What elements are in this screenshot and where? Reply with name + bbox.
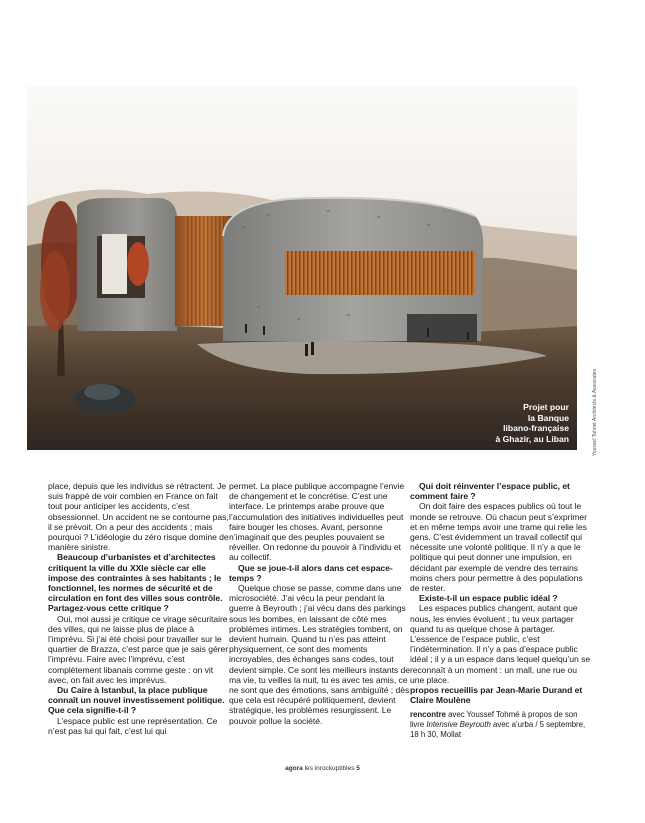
article-column-2 xyxy=(229,481,410,726)
paragraph: place, depuis que les individus se rétractent. Je suis frappé de voir combien en France on fait tout pour anticiper les accidents, c’est obsessionnel. Un accident ne se contourne pas, il se prévoit. On a peur des accidents ; mais pourquoi ? L’idéologie du zéro risque domine de manière sinistre. xyxy=(48,481,229,553)
footer-publication: les inrockuptibles xyxy=(302,765,357,772)
article-column-3 xyxy=(410,481,591,739)
question: Existe-t-il un espace public idéal ? xyxy=(419,593,558,604)
caption-line: libano-française xyxy=(503,423,569,433)
page-number: 5 xyxy=(356,765,360,772)
building-photo xyxy=(27,86,577,450)
footer-section: agora xyxy=(285,765,303,772)
photo-credit xyxy=(584,356,598,456)
question: Que se joue-t-il alors dans cet espace-temps ? xyxy=(229,562,393,583)
event-text: avec Youssef Tohmé à propos de son livre xyxy=(410,710,578,730)
event-note xyxy=(410,710,591,739)
paragraph: On doit faire des espaces publics où tout le monde se retrouve. Où chacun peut s’exprimer et en même temps avoir une trame qui relie les gens. C’est évidemment un travail collectif qui nécessite une volonté politique. Il n’y a que le politique qui peut donner une impulsion, en décidant par exemple de vendre des terrains moins chers pour permettre à des populations de rester. xyxy=(410,501,587,594)
caption-line: à Ghazir, au Liban xyxy=(495,433,569,444)
photo-caption xyxy=(495,402,569,444)
paragraph: Oui, moi aussi je critique ce virage sécuritaire des villes, qui ne laisse plus de place à l’imprévu. Si j’ai été choisi pour travailler sur le quartier de Brazza, c’est parce que je sais gérer l’imprévu. Faire avec l’imprévu, c’est complètement libanais comme geste : on vit avec, on fait avec les imprévus. xyxy=(48,613,229,685)
book-title: Intensive Beyrouth xyxy=(426,720,491,730)
page-footer xyxy=(0,765,645,772)
question: propos recueillis par Jean-Marie Durand et Claire Moulène xyxy=(410,685,583,706)
question: Qui doit réinventer l’espace public, et comment faire ? xyxy=(410,481,570,502)
caption-line: Projet pour xyxy=(523,402,569,412)
caption-line: la Banque xyxy=(527,412,569,423)
paragraph: Les espaces publics changent, autant que nous, les envies évoluent ; tu veux partager quand tu as quelque chose à partager. L’essence de l’espace public, c’est l’indétermination. Il n’y a pas d’espace public idéal ; il y a un espace dans lequel quelqu’un se reconnaît à un moment : un mall, une rue ou une place. xyxy=(410,603,591,685)
article-column-1 xyxy=(48,481,229,736)
event-details: avec a’urba / 5 septembre, 18 h 30, Mollat xyxy=(410,720,586,739)
photo-credit-text: Youssef Tohmé Architects & Associates xyxy=(592,369,598,456)
event-label: rencontre xyxy=(410,710,446,720)
paragraph: Quelque chose se passe, comme dans une microsociété. J’ai vécu la peur pendant la guerre à Beyrouth ; j’ai vécu dans des parkings sous les bombes, en laissant de côté mes problèmes intimes. Les stratégies tombent, on devient humain. Quand tu n’es pas atteint physiquement, ce sont des moments incroyables, des échanges sans codes, tout devient simple. Ce sont les meilleurs instants de ma vie, tu veilles la nuit, tu es avec tes amis, ce ne sont que des émotions, sans ambiguïté ; dès que cela est récupéré politiquement, devient stratégique, les problèmes resurgissent. Le pouvoir pollue la société. xyxy=(229,583,410,726)
paragraph: L’espace public est une représentation. Ce n’est pas lui qui fait, c’est lui qui xyxy=(48,715,218,736)
question: Beaucoup d’urbanistes et d’architectes critiquent la ville du XXIe siècle car elle impose des contraintes à ses habitants ; le fonctionnel, les normes de sécurité et de circulation en font des villes sous contrôle. Partagez-vous cette critique ? xyxy=(48,552,223,614)
paragraph: permet. La place publique accompagne l’envie de changement et le concrétise. C’est une interface. Le printemps arabe prouve que l’accumulation des initiatives individuelles peut faire bouger les choses. Avant, personne n’imaginait que des peuples pouvaient se réveiller. On redonne du pouvoir à l’individu et au collectif. xyxy=(229,481,405,563)
question: Du Caire à Istanbul, la place publique connaît un nouvel investissement politique. Que cela signifie-t-il ? xyxy=(48,685,225,716)
